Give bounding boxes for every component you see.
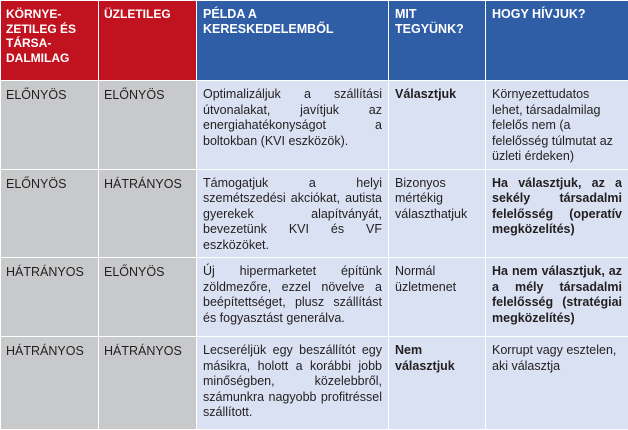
example-cell	[197, 81, 389, 170]
example-cell	[197, 337, 389, 430]
biz-value: ELŐNYÖS	[99, 258, 196, 285]
header-label: ÜZLETILEG	[99, 1, 196, 22]
header-what-to-do	[389, 1, 486, 81]
name-cell	[486, 258, 628, 337]
biz-cell	[99, 81, 197, 170]
name-cell	[486, 81, 628, 170]
header-label: KÖRNYE-ZETILEG ÉS TÁRSA-DALMILAG	[1, 1, 98, 65]
biz-value: ELŐNYÖS	[99, 81, 196, 108]
table-row	[1, 258, 628, 337]
example-text: Lecseréljük egy beszállítót egy másikra, holott a korábbi jobb minőségben, közelebbről, számunkra nagyobb profitréssel szállított.	[197, 337, 388, 425]
action-text: Normál üzletmenet	[389, 258, 485, 299]
example-text: Új hipermarketet építünk zöldmezőre, ezzel növelve a beépítettséget, plusz szállítást és fogyasztást generálva.	[197, 258, 388, 330]
header-retail-example	[197, 1, 389, 81]
biz-cell	[99, 337, 197, 430]
env-cell	[1, 258, 99, 337]
header-label: MIT TEGYÜNK?	[389, 1, 485, 37]
table-row	[1, 81, 628, 170]
env-cell	[1, 337, 99, 430]
name-text: Ha nem választjuk, az a mély társadalmi felelősség (stratégiai megközelítés)	[486, 258, 628, 330]
action-cell	[389, 81, 486, 170]
header-what-to-call	[486, 1, 628, 81]
action-text: Nem választjuk	[389, 337, 485, 378]
table-row	[1, 169, 628, 258]
example-cell	[197, 169, 389, 258]
action-cell	[389, 258, 486, 337]
env-value: HÁTRÁNYOS	[1, 258, 98, 285]
name-text: Ha választjuk, az a sekély társadalmi felelősség (operatív megközelítés)	[486, 170, 628, 242]
name-text: Környezettudatos lehet, társadalmilag felelős nem (a felelősség túlmutat az üzleti érdeken)	[486, 81, 628, 169]
header-environmental-social	[1, 1, 99, 81]
name-cell	[486, 169, 628, 258]
env-cell	[1, 81, 99, 170]
action-cell	[389, 337, 486, 430]
env-value: ELŐNYÖS	[1, 170, 98, 197]
action-text: Választjuk	[389, 81, 485, 107]
env-value: ELŐNYÖS	[1, 81, 98, 108]
name-text: Korrupt vagy esztelen, aki választja	[486, 337, 628, 378]
action-text: Bizonyos mértékig választhatjuk	[389, 170, 485, 227]
action-cell	[389, 169, 486, 258]
header-label: PÉLDA A KERESKEDELEMBŐL	[197, 1, 388, 37]
biz-cell	[99, 169, 197, 258]
env-cell	[1, 169, 99, 258]
example-text: Optimalizáljuk a szállítási útvonalakat, javítjuk az energiahatékonyságot a boltokban (KVI eszközök).	[197, 81, 388, 153]
env-value: HÁTRÁNYOS	[1, 337, 98, 364]
name-cell	[486, 337, 628, 430]
biz-value: HÁTRÁNYOS	[99, 170, 196, 197]
header-row	[1, 1, 628, 81]
biz-value: HÁTRÁNYOS	[99, 337, 196, 364]
table-row	[1, 337, 628, 430]
header-label: HOGY HÍVJUK?	[486, 1, 628, 22]
example-cell	[197, 258, 389, 337]
example-text: Támogatjuk a helyi szemétszedési akciókat, autista gyerekek alapítványát, bevezetünk KVI és VF eszközöket.	[197, 170, 388, 258]
header-business	[99, 1, 197, 81]
biz-cell	[99, 258, 197, 337]
